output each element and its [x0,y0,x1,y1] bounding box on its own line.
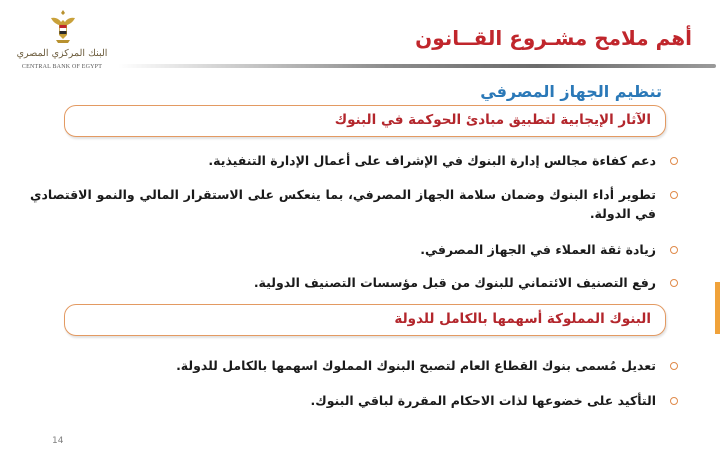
logo-arabic-text: البنك المركزي المصري [16,48,108,59]
list-item-text: التأكيد على خضوعها لذات الاحكام المقررة لباقي البنوك. [310,393,656,408]
list-item [30,151,660,170]
list-item [30,273,660,292]
edge-accent-strip [715,282,720,334]
page-number: 14 [52,436,64,446]
page-title: أهم ملامح مشـروع القــانون [415,26,692,50]
section-heading: الآثار الإيجابية لتطبيق مبادئ الحوكمة في البنوك [334,112,651,128]
section-heading-box-state-owned [64,304,666,336]
list-item-text: تطوير أداء البنوك وضمان سلامة الجهاز المصرفي، بما ينعكس على الاستقرار المالي والنمو الاقتصادي في الدولة. [30,187,656,221]
circle-bullet-icon [670,362,678,370]
circle-bullet-icon [670,397,678,405]
logo [14,8,110,78]
circle-bullet-icon [670,191,678,199]
list-item-text: رفع التصنيف الائتماني للبنوك من قبل مؤسسات التصنيف الدولية. [253,275,656,290]
list-item-text: زيادة ثقة العملاء في الجهاز المصرفي. [420,242,656,257]
list-item-text: تعديل مُسمى بنوك القطاع العام لتصبح البنوك المملوك اسهمها بالكامل للدولة. [176,358,656,373]
circle-bullet-icon [670,279,678,287]
eagle-emblem-icon [48,8,78,46]
section-subtitle: تنظيم الجهاز المصرفي [480,82,662,101]
list-item [30,356,660,375]
list-item [30,240,660,259]
logo-english-text: CENTRAL BANK OF EGYPT [21,64,103,70]
list-item [30,391,660,410]
section-heading: البنوك المملوكة أسهمها بالكامل للدولة [394,311,651,327]
list-item [30,185,660,223]
circle-bullet-icon [670,157,678,165]
circle-bullet-icon [670,246,678,254]
section-heading-box-governance [64,105,666,137]
title-divider [118,64,716,68]
list-item-text: دعم كفاءة مجالس إدارة البنوك في الإشراف على أعمال الإدارة التنفيذية. [208,153,656,168]
